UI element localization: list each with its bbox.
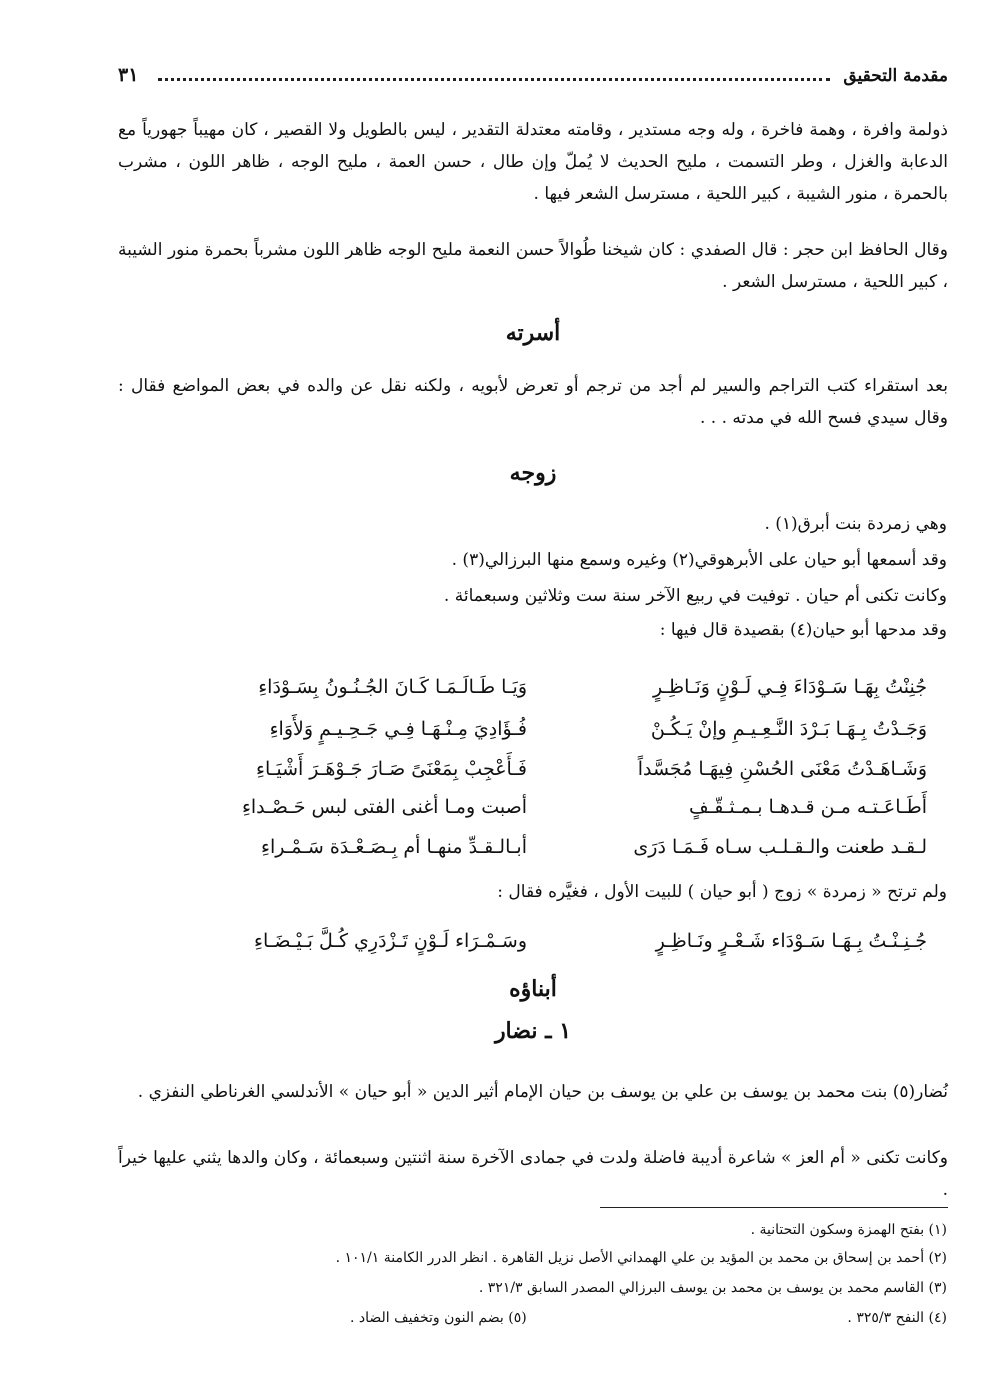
verse-second-hemistich: أصبت ومـا أغنى الفتى لبس حَـصْـداءِ xyxy=(241,796,527,818)
intro-paragraph-1: ذولمة وافرة ، وهمة فاخرة ، وله وجه مستدير ، وقامته معتدلة التقدير ، ليس بالطويل ولا القصير ، كان مهيباً جهورياً مع الدعابة والغزل ، وطر التسمت ، مليح الحديث لا يُملّ وإن طال ، حسن العمة ، مليح الوجه ، ظاهر اللون ، مشرب بالحمرة ، منور الشيبة ، كبير اللحية ، مسترسل الشعر فيها . xyxy=(118,120,948,204)
verse-second-hemistich: فَـأَعْجِبْ بِمَعْنَىً صَـارَ جَـوْهَـرَ أَشْيَـاءِ xyxy=(256,758,527,780)
footnote: (٢) أحمد بن إسحاق بن محمد بن المؤيد بن علي الهمداني الأصل نزيل القاهرة . انظر الدرر الكامنة ١٠١/١ . xyxy=(335,1250,947,1266)
footnote: (٤) النفح ٣٢٥/٣ . xyxy=(847,1310,947,1326)
running-title: مقدمة التحقيق xyxy=(843,66,948,86)
usra-paragraph: بعد استقراء كتب التراجم والسير لم أجد من ترجم أو تعرض لأبويه ، ولكنه نقل عن والده في بعض المواضع فقال : وقال سيدي فسح الله في مدته . . . xyxy=(118,376,948,428)
dotted-leader xyxy=(158,78,830,81)
intro-paragraph-2: وقال الحافظ ابن حجر : قال الصفدي : كان شيخنا طُوالاً حسن النعمة مليح الوجه ظاهر اللون مشرباً بحمرة منور الشيبة ، كبير اللحية ، مسترسل الشعر . xyxy=(118,240,948,292)
verse-first-hemistich: جُنِنْتُ بِهَـا سَـوْدَاءَ فِـي لَـوْنٍ وَنَـاظِـرٍ xyxy=(652,676,927,698)
verse-second-hemistich: فُـؤَادِيَ مِـنْـهَـا فِـي جَـحِـيـمٍ وَلأَوَاءِ xyxy=(269,718,527,740)
heading-abna: أبناؤه xyxy=(509,976,557,1002)
verse-first-hemistich: لـقـد طعنت والـقـلـب سـاه فَـمَـا دَرَى xyxy=(633,836,927,858)
changed-verse-first: جُـنِـنْـتُ بِـهَـا سَـوْدَاء شَـعْـرٍ ونَـاظِـرٍ xyxy=(655,930,927,952)
poem-note: ولم ترتح « زمردة » زوج ( أبو حيان ) للبيت الأول ، فغيَّره فقال : xyxy=(497,882,947,902)
heading-usra: أسرته xyxy=(505,320,561,346)
changed-verse-second: وسَـمْـرَاء لَـوْنٍ تَـزْدَرِي كُـلَّ بَـيْـضَـاءِ xyxy=(254,930,527,952)
verse-first-hemistich: وَجَـدْتُ بِـهَـا بَـرْدَ النَّـعِـيـمِ وإنْ يَـكُـنْ xyxy=(650,718,927,740)
zawj-line: وهي زمردة بنت أبرق(١) . xyxy=(764,514,947,534)
abna-paragraph-1: نُضار(٥) بنت محمد بن يوسف بن علي بن يوسف بن حيان الإمام أثير الدين « أبو حيان » الأندلسي الغرناطي النفزي . xyxy=(137,1082,948,1102)
zawj-line: وقد أسمعها أبو حيان على الأبرهوقي(٢) وغيره وسمع منها البرزالي(٣) . xyxy=(451,550,947,570)
footnote: (١) بفتح الهمزة وسكون التحتانية . xyxy=(750,1222,947,1238)
zawj-line: وقد مدحها أبو حيان(٤) بقصيدة قال فيها : xyxy=(659,620,947,640)
footnote: (٣) القاسم محمد بن يوسف بن محمد بن يوسف البرزالي المصدر السابق ٣٢١/٣ . xyxy=(478,1280,947,1296)
verse-first-hemistich: أَطَـاعَـتـه مـن قـدهـا بـمـثـقّـفٍ xyxy=(688,796,927,818)
page-header xyxy=(118,64,948,94)
verse-second-hemistich: وَيَـا طَـالَـمَـا كَـانَ الجُـنُـونُ بِسَـوْدَاءِ xyxy=(258,676,527,698)
footnote: (٥) بضم النون وتخفيف الضاد . xyxy=(350,1310,527,1326)
footnote-separator xyxy=(600,1207,948,1208)
zawj-line: وكانت تكنى أم حيان . توفيت في ربيع الآخر سنة ست وثلاثين وسبعمائة . xyxy=(443,586,947,606)
abna-paragraph-2: وكانت تكنى « أم العز » شاعرة أديبة فاضلة ولدت في جمادى الآخرة سنة اثنتين وسبعمائة ، وكان والدها يثني عليها خيراً . xyxy=(118,1148,948,1200)
page-number: ٣١ xyxy=(118,64,139,86)
verse-first-hemistich: وَشَـاهَـدْتُ مَعْنَى الحُسْنِ فِيهَـا مُجَسَّداً xyxy=(637,758,927,780)
heading-zawj: زوجه xyxy=(509,460,557,486)
heading-nudar: ١ ـ نضار xyxy=(494,1018,572,1044)
verse-second-hemistich: أبـالـقـدِّ منهـا أم بِـصَـعْـدَة سَـمْـراءِ xyxy=(261,836,527,858)
